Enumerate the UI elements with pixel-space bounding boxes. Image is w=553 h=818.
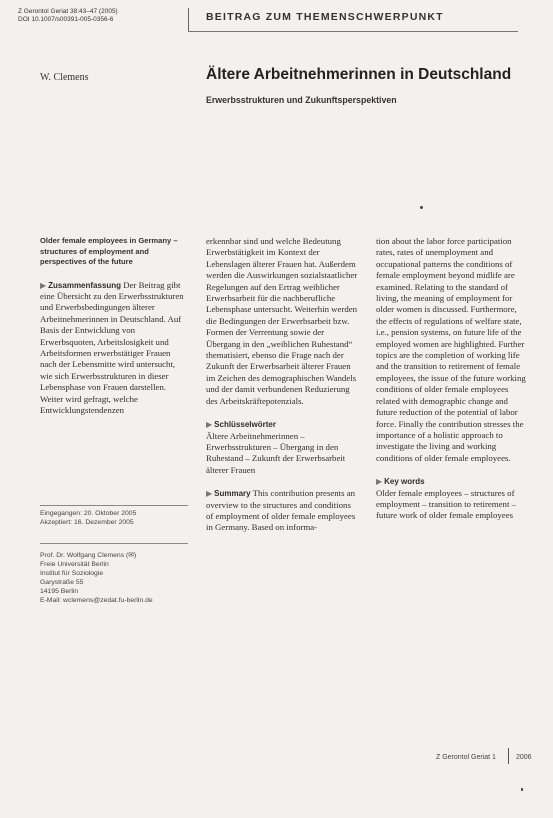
column-left [40, 236, 188, 428]
triangle-marker-icon: ▶ [206, 420, 213, 430]
author-name: W. Clemens [40, 72, 89, 83]
english-title: Older female employees in Germany – structures of employment and perspectives of the future [40, 236, 178, 266]
key-words-text: Older female employees – structures of employment – transition to retirement – future work of older female employees [376, 487, 516, 521]
article-title: Ältere Arbeitnehmerinnen in Deutschland [206, 66, 512, 83]
address-university: Freie Universität Berlin [40, 561, 109, 568]
abstract-label: Zusammenfassung [48, 280, 122, 290]
abstract-text-part1: Der Beitrag gibt eine Übersicht zu den Erwerbsstrukturen und Erwerbsbedingungen älterer Arbeitnehmerinnen in Deutschland. Auf Basis der Entwicklung von Erwerbsquoten, Arbeitslosigkeit und Arbeitsformen erwerbstätiger Frauen nach der Lebensmitte wird untersucht, wie sich Erwerbsstrukturen in dieser Lebensphase von Frauen darstellen. Weiter wird gefragt, welche Entwicklungstendenzen [40, 279, 184, 415]
summary-label: Summary [214, 489, 251, 499]
triangle-marker-icon: ▶ [376, 477, 383, 487]
speck-bottom [521, 788, 523, 791]
address-street: Garystraße 55 [40, 579, 84, 586]
journal-reference [18, 8, 183, 24]
meta-rule-bottom [40, 543, 188, 544]
received-date: Eingegangen: 20. Oktober 2005 [40, 510, 137, 517]
address-email[interactable]: E-Mail: wclemens@zedat.fu-berlin.de [40, 597, 153, 604]
keywords-label: Schlüsselwörter [214, 420, 276, 430]
footer-journal: Z Gerontol Geriat 1 [436, 754, 496, 761]
address-city: 14195 Berlin [40, 588, 79, 595]
summary-text-part2: tion about the labor force participation rates, rates of unemployment and occupational patterns the conditions of female employment beyond midlife are examined. Relating to the standard of living, the meaning of employment for older women is discussed. Furthermore, the effects of regulations of welfare state, i.e., pension systems, on future life of the employed women are highlighted. Further topics are the completion of working life and the transition to retirement of female employees, the issue of the future working conditions of older female employees related with demographic change and future reduction of the potential of labor force. Finally the contribution stresses the importance of a holistic approach to investigate the living and working conditions of older female employees. [376, 236, 526, 463]
triangle-marker-icon: ▶ [40, 280, 47, 290]
abstract-text-part2: erkennbar sind und welche Bedeutung Erwerbstätigkeit im Kontext der Lebenslagen älterer Frauen hat. Außerdem werden die Auswirkungen sozialstaatlicher Regelungen auf den Ertrag weiblicher Erwerbsarbeit für die nachberufliche Lebensphase untersucht. Weiterhin werden die Bedingungen der Erwerbsarbeit bzw. Formen der Verrentung sowie der Übergang in den „weiblichen Ruhestand“ thematisiert, ebenso die Frage nach der Zukunft der Erwerbsarbeit älterer Frauen im Zeichen des demographischen Wandels und der damit verbundenen Reduzierung des Arbeitskräftepotenzials. [206, 236, 358, 406]
header-divider [188, 8, 189, 31]
abstract-german [40, 280, 188, 417]
speck [420, 206, 423, 209]
article-subtitle: Erwerbsstrukturen und Zukunftsperspektiven [206, 95, 397, 105]
keywords-text: Ältere Arbeitnehmerinnen – Erwerbsstrukturen – Übergang in den Ruhestand – Zukunft der Erwerbsarbeit älterer Frauen [206, 430, 346, 475]
header-underline [188, 31, 518, 32]
journal-citation: Z Gerontol Geriat 38:43–47 (2005) [18, 8, 118, 15]
key-words-label: Key words [384, 477, 425, 487]
summary-english [206, 488, 358, 534]
column-middle [206, 236, 358, 546]
correspondence-address [40, 551, 190, 605]
accepted-date: Akzeptiert: 16. Dezember 2005 [40, 519, 134, 526]
meta-rule-top [40, 505, 188, 506]
doi: DOI 10.1007/s00391-005-0356-6 [18, 16, 114, 23]
column-right [376, 236, 526, 522]
summary-text-part1: This contribution presents an overview to the structures and conditions of employment of older female employees in Germany. Based on informa- [206, 488, 356, 533]
section-heading: BEITRAG ZUM THEMENSCHWERPUNKT [206, 11, 444, 23]
address-name: Prof. Dr. Wolfgang Clemens (✉) [40, 552, 137, 559]
address-institute: Institut für Soziologie [40, 570, 104, 577]
keywords-german [206, 419, 358, 476]
footer-year: 2006 [516, 754, 532, 761]
footer-divider [508, 748, 509, 764]
keywords-english [376, 476, 526, 522]
triangle-marker-icon: ▶ [206, 489, 213, 499]
received-info [40, 509, 190, 527]
